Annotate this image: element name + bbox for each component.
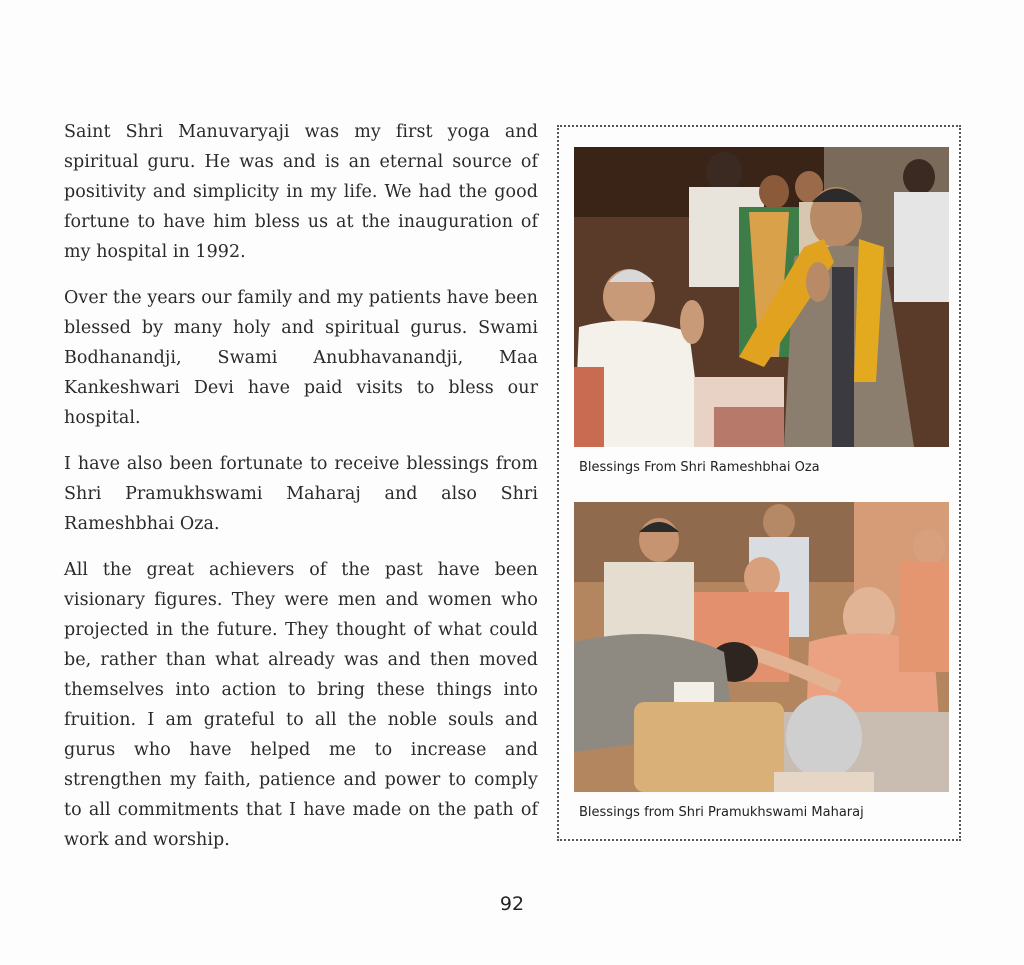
photo-pramukhswami-blessing	[574, 502, 949, 792]
page-number: 92	[499, 893, 525, 915]
paragraph-3: I have also been fortunate to receive blessings from Shri Pramukhswami Maharaj and also Shri Rameshbhai Oza.	[64, 454, 538, 534]
body-text	[64, 117, 538, 871]
photo-caption: Blessings From Shri Rameshbhai Oza	[579, 460, 820, 475]
paragraph-1: Saint Shri Manuvaryaji was my first yoga and spiritual guru. He was and is an eternal source of positivity and simplicity in my life. We had the good fortune to have him bless us at the inauguration of my hospital in 1992.	[64, 122, 538, 262]
photo-rameshbhai-oza-blessing	[574, 147, 949, 447]
photo-panel	[557, 125, 961, 841]
photo-caption: Blessings from Shri Pramukhswami Maharaj	[579, 805, 864, 820]
paragraph-2: Over the years our family and my patients have been blessed by many holy and spiritual gurus. Swami Bodhanandji, Swami Anubhavanandji, Maa Kankeshwari Devi have paid visits to bless our hospital.	[64, 288, 538, 428]
paragraph-4: All the great achievers of the past have been visionary figures. They were men and women who projected in the future. They thought of what could be, rather than what already was and then moved themselves into action to bring these things into fruition. I am grateful to all the noble souls and gurus who have helped me to increase and strengthen my faith, patience and power to comply to all commitments that I have made on the path of work and worship.	[64, 560, 538, 850]
